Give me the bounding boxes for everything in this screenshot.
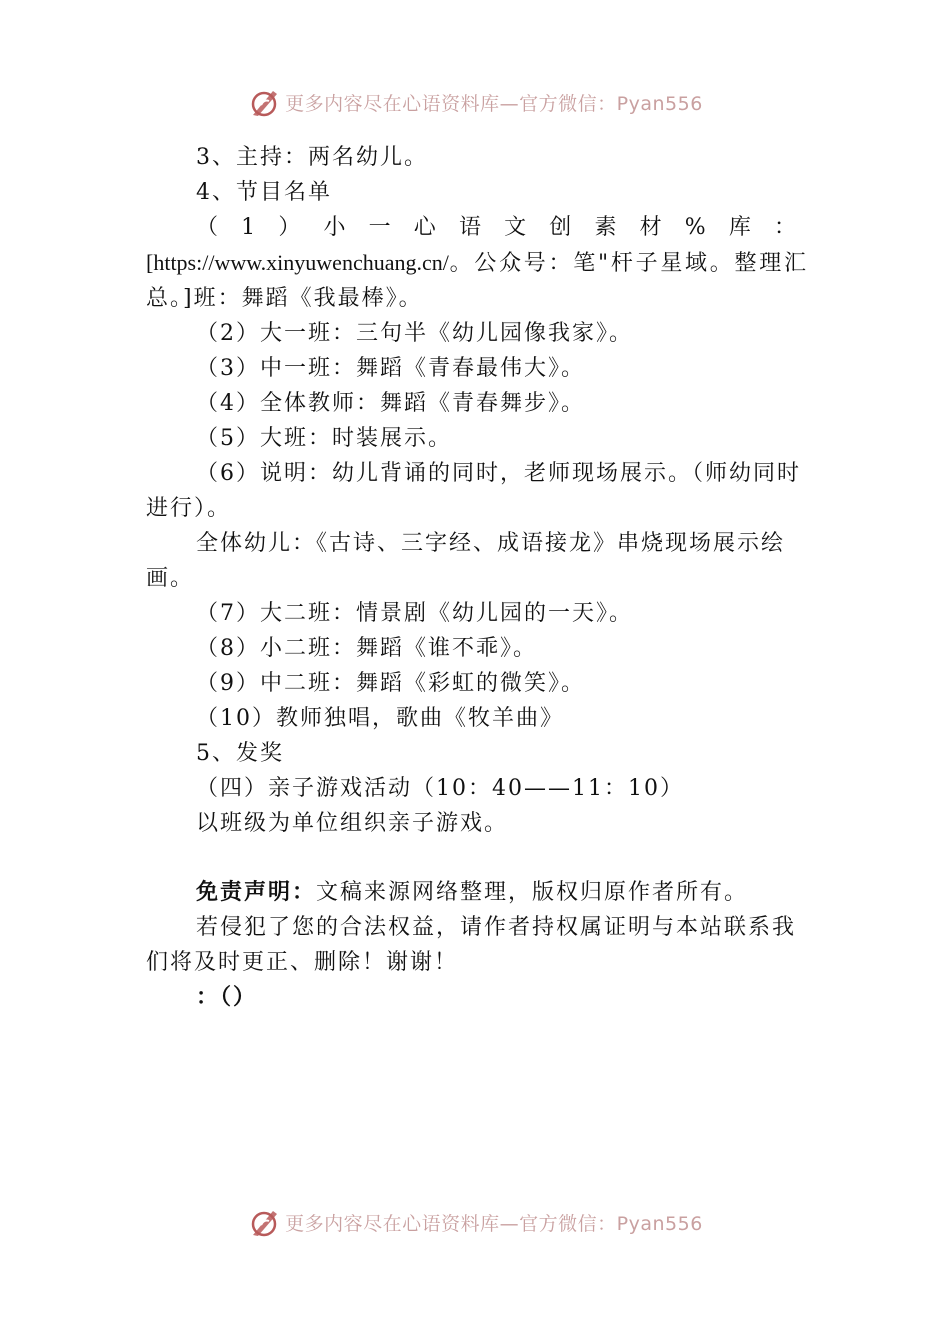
line-program-3: （3）中一班：舞蹈《青春最伟大》。 bbox=[196, 356, 585, 381]
document-body bbox=[146, 140, 808, 1015]
line-program-5: （5）大班：时装展示。 bbox=[196, 426, 452, 451]
disclaimer-contact: 若侵犯了您的合法权益，请作者持权属证明与本站联系我们将及时更正、删除！谢谢！ bbox=[146, 915, 797, 975]
line-host: 3、主持：两名幼儿。 bbox=[196, 145, 428, 170]
line-program-2: （2）大一班：三句半《幼儿园像我家》。 bbox=[196, 321, 633, 346]
footer-banner-text: 更多内容尽在心语资料库—官方微信：Pyan556 bbox=[285, 1212, 703, 1235]
line-program-1 bbox=[146, 210, 808, 316]
line-program-4: （4）全体教师：舞蹈《青春舞步》。 bbox=[196, 391, 585, 416]
program-1-rest: 。公众号：笔"杆子星域。整理汇总。]班：舞蹈《我最棒》。 bbox=[146, 251, 808, 311]
footer-banner bbox=[0, 1203, 950, 1237]
header-banner-text: 更多内容尽在心语资料库—官方微信：Pyan556 bbox=[285, 92, 703, 115]
line-program-list: 4、节目名单 bbox=[196, 180, 332, 205]
line-program-6: （6）说明：幼儿背诵的同时，老师现场展示。（师幼同时进行）。 bbox=[146, 461, 801, 521]
pen-circle-logo-icon bbox=[247, 85, 281, 119]
line-parent-child-games: （四）亲子游戏活动（10：40——11：10） bbox=[196, 776, 684, 801]
program-1-prefix: （1）小一心语文创素材%库： bbox=[196, 215, 808, 240]
line-program-10: （10）教师独唱，歌曲《牧羊曲》 bbox=[196, 706, 564, 731]
line-program-8: （8）小二班：舞蹈《谁不乖》。 bbox=[196, 636, 537, 661]
pen-circle-logo-icon bbox=[247, 1205, 281, 1237]
trailing-punctuation: ：（） bbox=[196, 985, 258, 1010]
line-all-children: 全体幼儿：《古诗、三字经、成语接龙》串烧现场展示绘画。 bbox=[146, 531, 786, 591]
header-banner bbox=[0, 82, 950, 122]
disclaimer-label: 免责声明： bbox=[196, 880, 317, 905]
line-program-7: （7）大二班：情景剧《幼儿园的一天》。 bbox=[196, 601, 633, 626]
disclaimer-text: 文稿来源网络整理，版权归原作者所有。 bbox=[316, 880, 749, 905]
line-program-9: （9）中二班：舞蹈《彩虹的微笑》。 bbox=[196, 671, 585, 696]
disclaimer bbox=[146, 875, 808, 910]
line-class-games: 以班级为单位组织亲子游戏。 bbox=[196, 811, 509, 836]
program-1-url: [https://www.xinyuwenchuang.cn/ bbox=[146, 250, 449, 275]
line-awards: 5、发奖 bbox=[196, 741, 284, 766]
